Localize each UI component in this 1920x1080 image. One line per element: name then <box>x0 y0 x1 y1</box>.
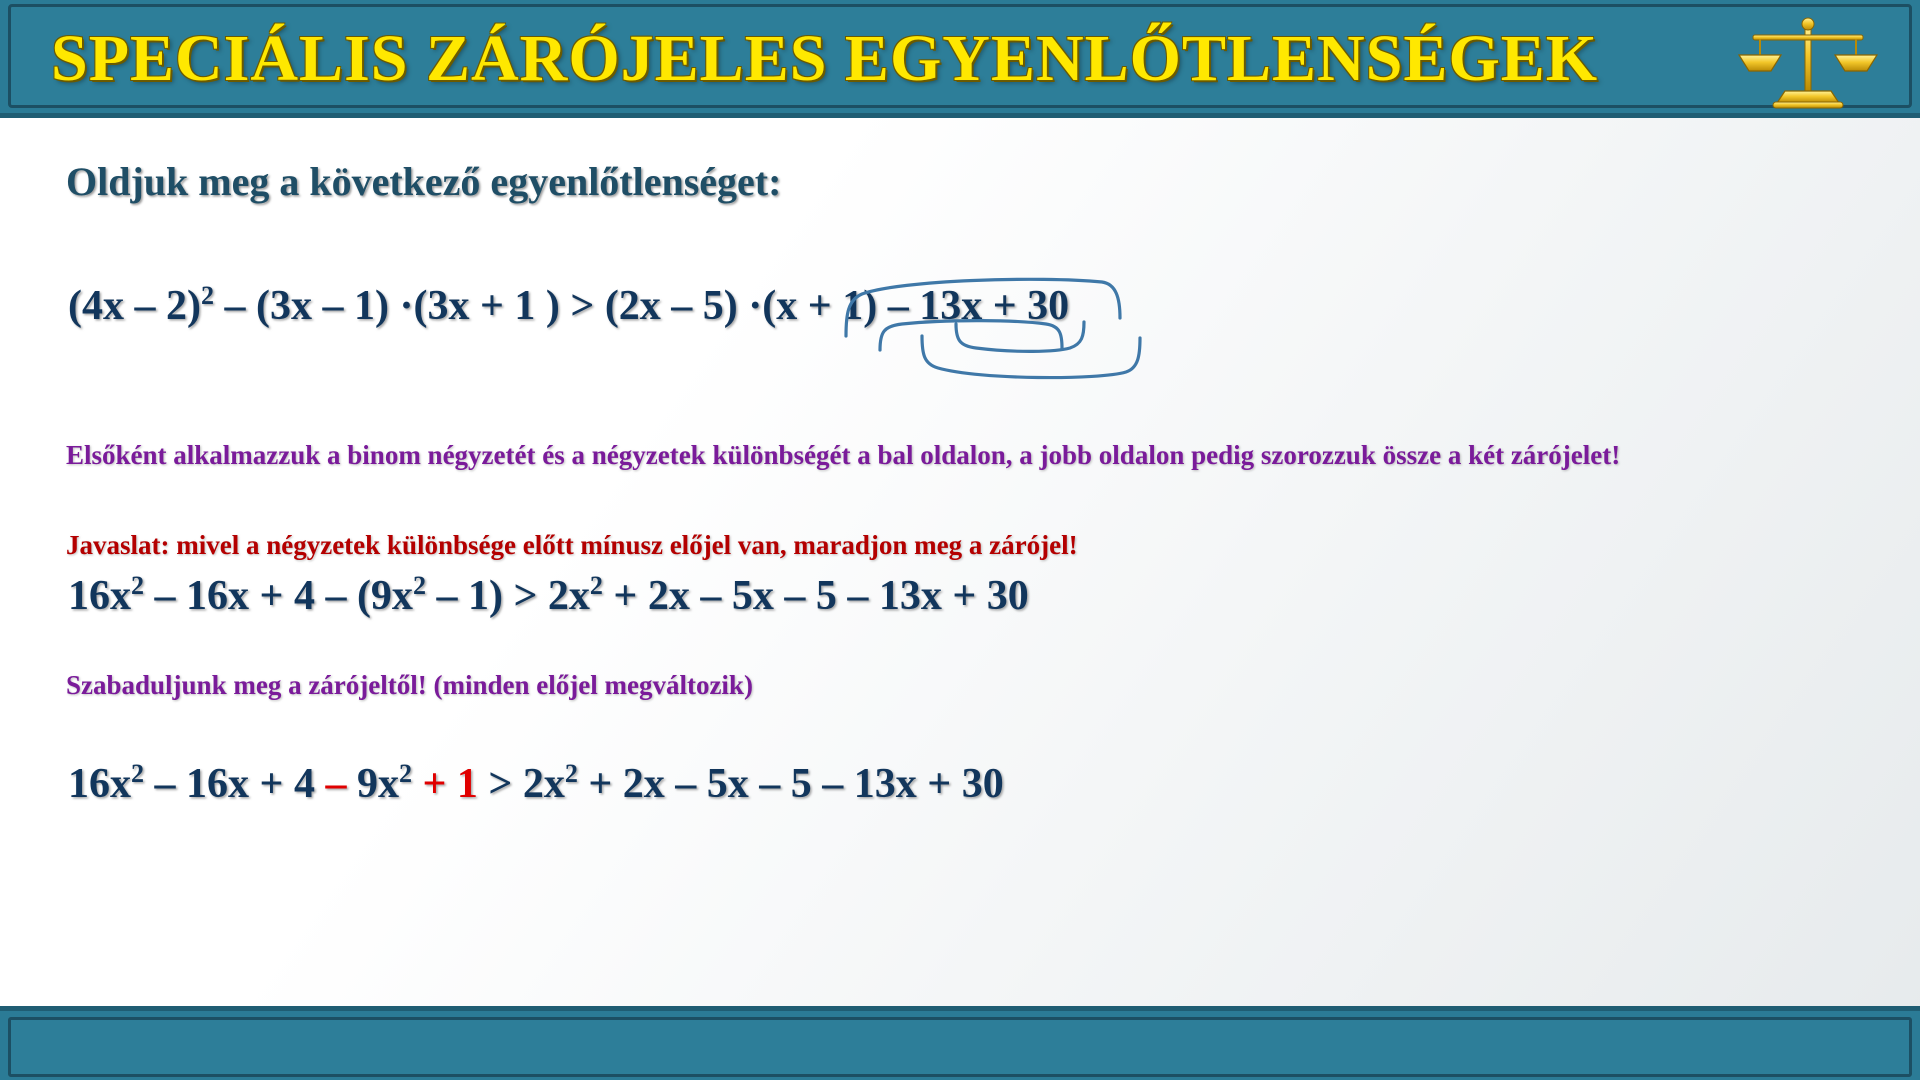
title-bar-frame <box>8 4 1912 108</box>
bottom-bar <box>0 1006 1920 1080</box>
note-step-1: Elsőként alkalmazzuk a binom négyzetét és a négyzetek különbségét a bal oldalon, a jobb oldalon pedig szorozzuk össze a két zárójelet! <box>66 440 1621 470</box>
note-step-2: Szabaduljunk meg a zárójeltől! (minden előjel megváltozik) <box>66 670 753 700</box>
title-bar <box>0 0 1920 118</box>
equation-1 <box>68 282 1069 330</box>
equation-3 <box>68 760 1004 808</box>
bottom-bar-frame <box>8 1017 1912 1077</box>
equation-1-body: (4x – 2)$^2$ – (3x – 1) ·(3x + 1 ) > (2x – 5) ·(x + 1) – 13x + 30 <box>68 281 1070 329</box>
note-suggestion: Javaslat: mivel a négyzetek különbsége előtt mínusz előjel van, maradjon meg a zárójel! <box>66 530 1078 560</box>
equation-3-body: $16x^2 - 16x + 4 - 9x^2 + 1 > 2x^2 + 2x - 5x - 5 - 13x + 30$ <box>68 759 1004 807</box>
equation-2 <box>68 572 1029 620</box>
equation-2-body: $16x^2 - 16x + 4 - (9x^2 - 1) > 2x^2 + 2x - 5x - 5 - 13x + 30$ <box>68 571 1029 619</box>
balance-scales-icon <box>1733 13 1883 113</box>
prompt-text: Oldjuk meg a következő egyenlőtlenséget: <box>66 159 782 204</box>
page-title: SPECIÁLIS ZÁRÓJELES EGYENLŐTLENSÉGEK <box>51 22 1599 95</box>
